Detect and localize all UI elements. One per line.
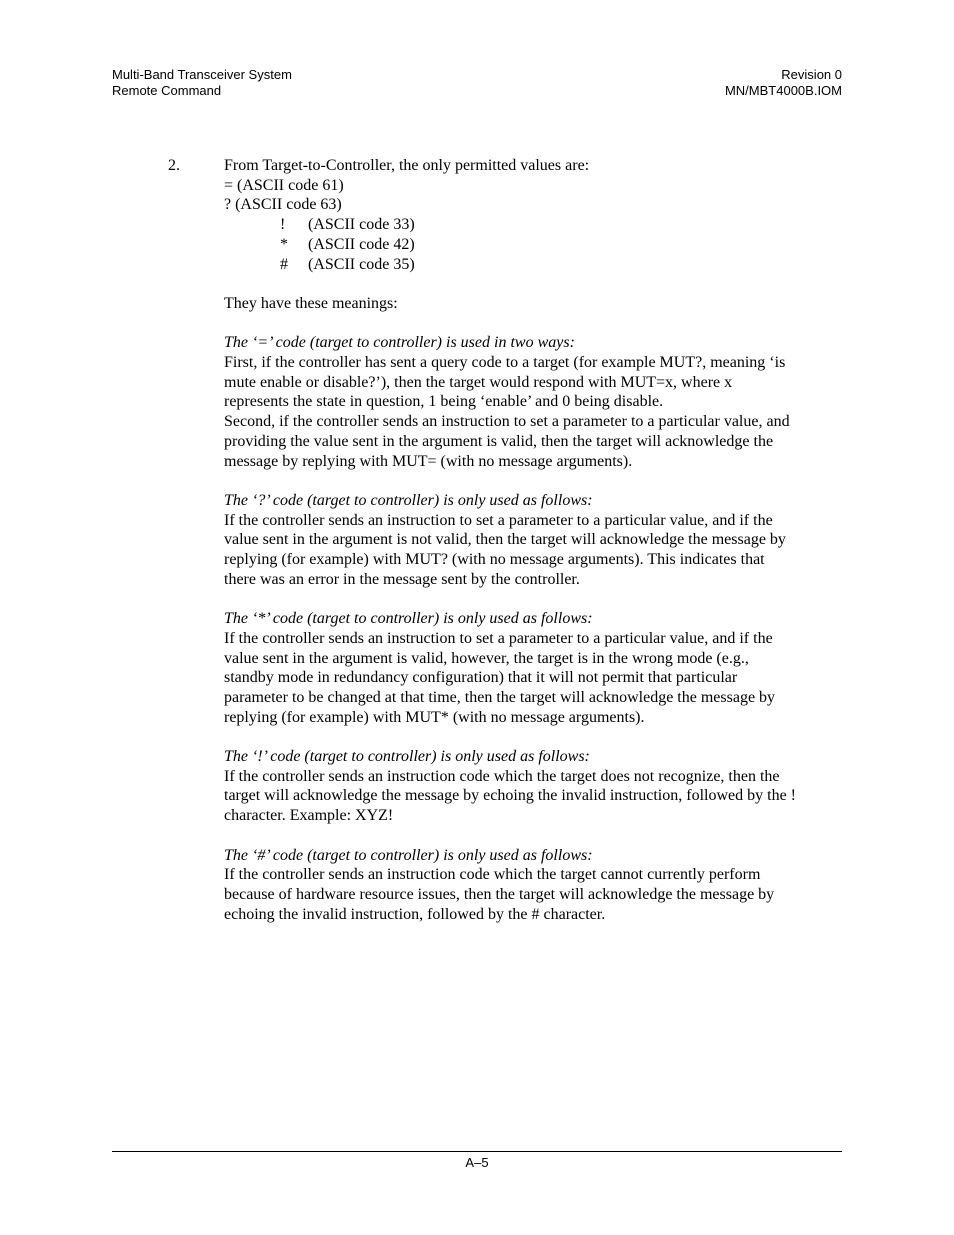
section-heading: The ‘?’ code (target to controller) is only used as follows: <box>224 491 593 509</box>
page-header-right <box>725 67 842 99</box>
document-title: Multi-Band Transceiver System <box>112 67 292 82</box>
code-symbol: ! <box>280 216 286 234</box>
list-item-content <box>224 156 848 924</box>
paragraph-line: message by replying with MUT= (with no message arguments). <box>224 452 633 470</box>
intro-text: From Target-to-Controller, the only permitted values are: <box>224 157 590 174</box>
footer-divider <box>112 1151 842 1152</box>
section-question-code <box>224 491 848 590</box>
section-heading: The ‘=’ code (target to controller) is used in two ways: <box>224 334 575 352</box>
section-exclamation-code <box>224 747 848 826</box>
paragraph-line: replying (for example) with MUT? (with no message arguments). This indicates that <box>224 551 765 569</box>
paragraph-line: standby mode in redundancy configuration) that it will not permit that particular <box>224 669 738 687</box>
value-line: ? (ASCII code 63) <box>224 196 342 214</box>
section-asterisk-code <box>224 609 848 727</box>
value-line-indented <box>224 255 848 275</box>
paragraph-line: character. Example: XYZ! <box>224 807 394 825</box>
paragraph-line: If the controller sends an instruction to set a parameter to a particular value, and if the <box>224 629 773 647</box>
section-hash-code <box>224 846 848 925</box>
paragraph-line: value sent in the argument is valid, however, the target is in the wrong mode (e.g., <box>224 649 749 667</box>
code-symbol: * <box>280 235 288 253</box>
code-description: (ASCII code 35) <box>308 255 415 273</box>
revision-label: Revision 0 <box>781 67 842 82</box>
paragraph-line: echoing the invalid instruction, followed by the # character. <box>224 905 606 923</box>
list-item-number: 2. <box>168 157 180 174</box>
page-number: A–5 <box>465 1155 489 1170</box>
paragraph-line: mute enable or disable?’), then the target would respond with MUT=x, where x <box>224 373 733 391</box>
paragraph-line: If the controller sends an instruction code which the target does not recognize, then the <box>224 767 780 785</box>
chapter-title: Remote Command <box>112 83 222 98</box>
paragraph-line: Second, if the controller sends an instruction to set a parameter to a particular value, and <box>224 413 790 431</box>
paragraph-line: replying (for example) with MUT* (with no message arguments). <box>224 708 645 726</box>
section-heading: The ‘#’ code (target to controller) is only used as follows: <box>224 846 593 864</box>
code-description: (ASCII code 33) <box>308 216 415 234</box>
section-heading: The ‘!’ code (target to controller) is only used as follows: <box>224 748 590 766</box>
meanings-intro: They have these meanings: <box>224 294 398 312</box>
paragraph-line: If the controller sends an instruction code which the target cannot currently perform <box>224 866 761 884</box>
paragraph-line: there was an error in the message sent by the controller. <box>224 570 580 588</box>
section-equals-code <box>224 333 848 471</box>
paragraph-line: because of hardware resource issues, then the target will acknowledge the message by <box>224 885 775 903</box>
paragraph-line: target will acknowledge the message by echoing the invalid instruction, followed by the ! <box>224 787 796 805</box>
paragraph-line: represents the state in question, 1 being ‘enable’ and 0 being disable. <box>224 393 664 411</box>
value-line-indented <box>224 215 848 235</box>
document-body <box>168 156 848 924</box>
value-line: = (ASCII code 61) <box>224 176 344 194</box>
paragraph-line: value sent in the argument is not valid, then the target will acknowledge the message by <box>224 531 786 549</box>
paragraph-line: providing the value sent in the argument is valid, then the target will acknowledge the <box>224 432 774 450</box>
section-heading: The ‘*’ code (target to controller) is only used as follows: <box>224 610 593 628</box>
paragraph-line: First, if the controller has sent a query code to a target (for example MUT?, meaning ‘is <box>224 354 786 371</box>
paragraph-line: If the controller sends an instruction to set a parameter to a particular value, and if the <box>224 511 773 529</box>
manual-number: MN/MBT4000B.IOM <box>724 83 842 98</box>
page-header-left <box>112 67 292 99</box>
code-description: (ASCII code 42) <box>308 235 415 253</box>
paragraph-line: parameter to be changed at that time, then the target will acknowledge the message by <box>224 688 776 706</box>
value-line-indented <box>224 235 848 255</box>
code-symbol: # <box>280 255 288 273</box>
